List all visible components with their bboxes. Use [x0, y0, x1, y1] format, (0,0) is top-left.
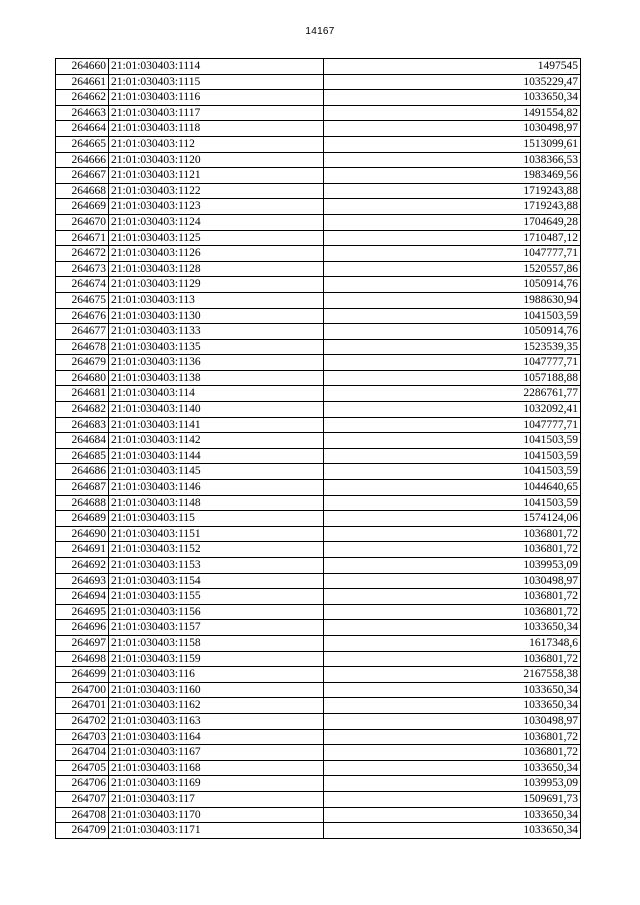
row-number-cell: 264695 — [56, 604, 109, 620]
cadastral-value-cell: 1032092,41 — [324, 402, 581, 418]
cadastral-number-cell: 21:01:030403:1124 — [109, 214, 324, 230]
cadastral-number-cell: 21:01:030403:1129 — [109, 277, 324, 293]
cadastral-number-cell: 21:01:030403:1157 — [109, 620, 324, 636]
cadastral-value-cell: 1497545 — [324, 59, 581, 75]
cadastral-number-cell: 21:01:030403:1125 — [109, 230, 324, 246]
cadastral-value-cell: 1988630,94 — [324, 292, 581, 308]
cadastral-number-cell: 21:01:030403:1144 — [109, 448, 324, 464]
cadastral-value-cell: 1617348,6 — [324, 635, 581, 651]
row-number-cell: 264668 — [56, 183, 109, 199]
table-row — [56, 152, 581, 168]
cadastral-value-cell: 1047777,71 — [324, 417, 581, 433]
cadastral-value-cell: 1509691,73 — [324, 791, 581, 807]
table-row — [56, 277, 581, 293]
table-row — [56, 698, 581, 714]
row-number-cell: 264696 — [56, 620, 109, 636]
table-row — [56, 448, 581, 464]
cadastral-number-cell: 21:01:030403:1152 — [109, 542, 324, 558]
row-number-cell: 264704 — [56, 745, 109, 761]
table-row — [56, 214, 581, 230]
table-row — [56, 339, 581, 355]
table-row — [56, 558, 581, 574]
cadastral-number-cell: 21:01:030403:1171 — [109, 823, 324, 839]
row-number-cell: 264662 — [56, 90, 109, 106]
cadastral-number-cell: 21:01:030403:1121 — [109, 168, 324, 184]
cadastral-number-cell: 21:01:030403:1158 — [109, 635, 324, 651]
cadastral-value-cell: 1719243,88 — [324, 183, 581, 199]
row-number-cell: 264678 — [56, 339, 109, 355]
row-number-cell: 264669 — [56, 199, 109, 215]
table-row — [56, 760, 581, 776]
cadastral-value-cell: 1036801,72 — [324, 729, 581, 745]
table-row — [56, 776, 581, 792]
row-number-cell: 264694 — [56, 589, 109, 605]
row-number-cell: 264685 — [56, 448, 109, 464]
cadastral-value-cell: 1710487,12 — [324, 230, 581, 246]
table-row — [56, 433, 581, 449]
row-number-cell: 264663 — [56, 105, 109, 121]
cadastral-value-cell: 1047777,71 — [324, 355, 581, 371]
row-number-cell: 264676 — [56, 308, 109, 324]
cadastral-number-cell: 21:01:030403:1162 — [109, 698, 324, 714]
row-number-cell: 264693 — [56, 573, 109, 589]
cadastral-number-cell: 21:01:030403:1142 — [109, 433, 324, 449]
cadastral-value-cell: 1041503,59 — [324, 448, 581, 464]
table-row — [56, 807, 581, 823]
cadastral-number-cell: 21:01:030403:1122 — [109, 183, 324, 199]
table-row — [56, 635, 581, 651]
cadastral-number-cell: 21:01:030403:1120 — [109, 152, 324, 168]
table-row — [56, 620, 581, 636]
row-number-cell: 264703 — [56, 729, 109, 745]
cadastral-number-cell: 21:01:030403:116 — [109, 667, 324, 683]
row-number-cell: 264699 — [56, 667, 109, 683]
row-number-cell: 264679 — [56, 355, 109, 371]
cadastral-number-cell: 21:01:030403:117 — [109, 791, 324, 807]
table-row — [56, 729, 581, 745]
row-number-cell: 264660 — [56, 59, 109, 75]
cadastral-number-cell: 21:01:030403:1116 — [109, 90, 324, 106]
cadastral-value-cell: 1039953,09 — [324, 558, 581, 574]
cadastral-value-cell: 1030498,97 — [324, 713, 581, 729]
cadastral-value-cell: 1033650,34 — [324, 760, 581, 776]
table-row — [56, 402, 581, 418]
cadastral-number-cell: 21:01:030403:1117 — [109, 105, 324, 121]
cadastral-number-cell: 21:01:030403:113 — [109, 292, 324, 308]
table-row — [56, 74, 581, 90]
table-row — [56, 682, 581, 698]
table-row — [56, 573, 581, 589]
row-number-cell: 264707 — [56, 791, 109, 807]
row-number-cell: 264682 — [56, 402, 109, 418]
row-number-cell: 264708 — [56, 807, 109, 823]
table-row — [56, 667, 581, 683]
cadastral-number-cell: 21:01:030403:1140 — [109, 402, 324, 418]
table-row — [56, 542, 581, 558]
table-row — [56, 526, 581, 542]
table-body — [56, 59, 581, 839]
row-number-cell: 264672 — [56, 246, 109, 262]
cadastral-number-cell: 21:01:030403:1138 — [109, 370, 324, 386]
cadastral-value-cell: 1983469,56 — [324, 168, 581, 184]
cadastral-value-cell: 2286761,77 — [324, 386, 581, 402]
cadastral-number-cell: 21:01:030403:1167 — [109, 745, 324, 761]
table-row — [56, 745, 581, 761]
table-row — [56, 480, 581, 496]
row-number-cell: 264661 — [56, 74, 109, 90]
row-number-cell: 264692 — [56, 558, 109, 574]
cadastral-value-cell: 1033650,34 — [324, 807, 581, 823]
table-row — [56, 121, 581, 137]
table-row — [56, 713, 581, 729]
cadastral-value-cell: 1041503,59 — [324, 308, 581, 324]
row-number-cell: 264686 — [56, 464, 109, 480]
table-row — [56, 59, 581, 75]
cadastral-value-cell: 1033650,34 — [324, 682, 581, 698]
table-row — [56, 464, 581, 480]
cadastral-number-cell: 21:01:030403:1154 — [109, 573, 324, 589]
cadastral-value-cell: 1704649,28 — [324, 214, 581, 230]
page-number: 14167 — [305, 26, 335, 37]
cadastral-value-cell: 1050914,76 — [324, 277, 581, 293]
cadastral-value-cell: 1038366,53 — [324, 152, 581, 168]
table-row — [56, 495, 581, 511]
row-number-cell: 264705 — [56, 760, 109, 776]
cadastral-number-cell: 21:01:030403:1136 — [109, 355, 324, 371]
cadastral-value-cell: 1033650,34 — [324, 90, 581, 106]
row-number-cell: 264666 — [56, 152, 109, 168]
cadastral-value-cell: 1044640,65 — [324, 480, 581, 496]
table-row — [56, 168, 581, 184]
row-number-cell: 264683 — [56, 417, 109, 433]
row-number-cell: 264667 — [56, 168, 109, 184]
table-row — [56, 261, 581, 277]
cadastral-value-cell: 1057188,88 — [324, 370, 581, 386]
cadastral-number-cell: 21:01:030403:1133 — [109, 324, 324, 340]
cadastral-number-cell: 21:01:030403:1160 — [109, 682, 324, 698]
table-row — [56, 386, 581, 402]
row-number-cell: 264677 — [56, 324, 109, 340]
cadastral-value-cell: 1039953,09 — [324, 776, 581, 792]
row-number-cell: 264674 — [56, 277, 109, 293]
row-number-cell: 264680 — [56, 370, 109, 386]
cadastral-number-cell: 21:01:030403:112 — [109, 136, 324, 152]
cadastral-value-table — [55, 58, 581, 839]
cadastral-value-cell: 1513099,61 — [324, 136, 581, 152]
cadastral-value-cell: 1050914,76 — [324, 324, 581, 340]
cadastral-value-cell: 2167558,38 — [324, 667, 581, 683]
cadastral-number-cell: 21:01:030403:1114 — [109, 59, 324, 75]
cadastral-value-cell: 1523539,35 — [324, 339, 581, 355]
row-number-cell: 264702 — [56, 713, 109, 729]
table-row — [56, 230, 581, 246]
table-row — [56, 370, 581, 386]
cadastral-number-cell: 21:01:030403:1168 — [109, 760, 324, 776]
row-number-cell: 264698 — [56, 651, 109, 667]
row-number-cell: 264701 — [56, 698, 109, 714]
cadastral-value-cell: 1030498,97 — [324, 121, 581, 137]
row-number-cell: 264700 — [56, 682, 109, 698]
cadastral-number-cell: 21:01:030403:115 — [109, 511, 324, 527]
cadastral-number-cell: 21:01:030403:1123 — [109, 199, 324, 215]
cadastral-number-cell: 21:01:030403:1155 — [109, 589, 324, 605]
table-row — [56, 136, 581, 152]
cadastral-number-cell: 21:01:030403:1146 — [109, 480, 324, 496]
table-row — [56, 199, 581, 215]
cadastral-number-cell: 21:01:030403:1151 — [109, 526, 324, 542]
cadastral-number-cell: 21:01:030403:1170 — [109, 807, 324, 823]
cadastral-value-cell: 1041503,59 — [324, 433, 581, 449]
cadastral-value-cell: 1035229,47 — [324, 74, 581, 90]
cadastral-value-cell: 1036801,72 — [324, 526, 581, 542]
row-number-cell: 264690 — [56, 526, 109, 542]
table-row — [56, 246, 581, 262]
table-row — [56, 823, 581, 839]
table-row — [56, 324, 581, 340]
table-row — [56, 90, 581, 106]
cadastral-value-cell: 1036801,72 — [324, 604, 581, 620]
table-row — [56, 511, 581, 527]
table-row — [56, 589, 581, 605]
row-number-cell: 264671 — [56, 230, 109, 246]
cadastral-number-cell: 21:01:030403:1135 — [109, 339, 324, 355]
cadastral-number-cell: 21:01:030403:1130 — [109, 308, 324, 324]
cadastral-value-cell: 1036801,72 — [324, 589, 581, 605]
table-row — [56, 417, 581, 433]
cadastral-value-cell: 1719243,88 — [324, 199, 581, 215]
row-number-cell: 264670 — [56, 214, 109, 230]
cadastral-number-cell: 21:01:030403:1148 — [109, 495, 324, 511]
table-row — [56, 355, 581, 371]
cadastral-number-cell: 21:01:030403:1169 — [109, 776, 324, 792]
cadastral-number-cell: 21:01:030403:1164 — [109, 729, 324, 745]
cadastral-value-cell: 1033650,34 — [324, 698, 581, 714]
cadastral-number-cell: 21:01:030403:1145 — [109, 464, 324, 480]
cadastral-number-cell: 21:01:030403:1128 — [109, 261, 324, 277]
cadastral-value-cell: 1033650,34 — [324, 823, 581, 839]
row-number-cell: 264665 — [56, 136, 109, 152]
row-number-cell: 264688 — [56, 495, 109, 511]
cadastral-value-cell: 1030498,97 — [324, 573, 581, 589]
cadastral-number-cell: 21:01:030403:1115 — [109, 74, 324, 90]
row-number-cell: 264675 — [56, 292, 109, 308]
row-number-cell: 264664 — [56, 121, 109, 137]
cadastral-value-cell: 1574124,06 — [324, 511, 581, 527]
row-number-cell: 264706 — [56, 776, 109, 792]
row-number-cell: 264689 — [56, 511, 109, 527]
cadastral-value-cell: 1041503,59 — [324, 495, 581, 511]
cadastral-value-cell: 1036801,72 — [324, 542, 581, 558]
cadastral-number-cell: 21:01:030403:1118 — [109, 121, 324, 137]
table-row — [56, 105, 581, 121]
cadastral-number-cell: 21:01:030403:1141 — [109, 417, 324, 433]
row-number-cell: 264709 — [56, 823, 109, 839]
cadastral-number-cell: 21:01:030403:1163 — [109, 713, 324, 729]
cadastral-value-cell: 1036801,72 — [324, 745, 581, 761]
row-number-cell: 264697 — [56, 635, 109, 651]
cadastral-value-cell: 1041503,59 — [324, 464, 581, 480]
cadastral-value-cell: 1520557,86 — [324, 261, 581, 277]
cadastral-number-cell: 21:01:030403:1159 — [109, 651, 324, 667]
cadastral-value-cell: 1491554,82 — [324, 105, 581, 121]
table-row — [56, 292, 581, 308]
table-row — [56, 791, 581, 807]
row-number-cell: 264681 — [56, 386, 109, 402]
row-number-cell: 264687 — [56, 480, 109, 496]
cadastral-value-cell: 1033650,34 — [324, 620, 581, 636]
table-row — [56, 651, 581, 667]
cadastral-number-cell: 21:01:030403:1153 — [109, 558, 324, 574]
cadastral-number-cell: 21:01:030403:1156 — [109, 604, 324, 620]
row-number-cell: 264691 — [56, 542, 109, 558]
cadastral-number-cell: 21:01:030403:114 — [109, 386, 324, 402]
cadastral-value-cell: 1047777,71 — [324, 246, 581, 262]
cadastral-value-cell: 1036801,72 — [324, 651, 581, 667]
table-row — [56, 604, 581, 620]
row-number-cell: 264684 — [56, 433, 109, 449]
table-row — [56, 183, 581, 199]
cadastral-number-cell: 21:01:030403:1126 — [109, 246, 324, 262]
row-number-cell: 264673 — [56, 261, 109, 277]
table-row — [56, 308, 581, 324]
